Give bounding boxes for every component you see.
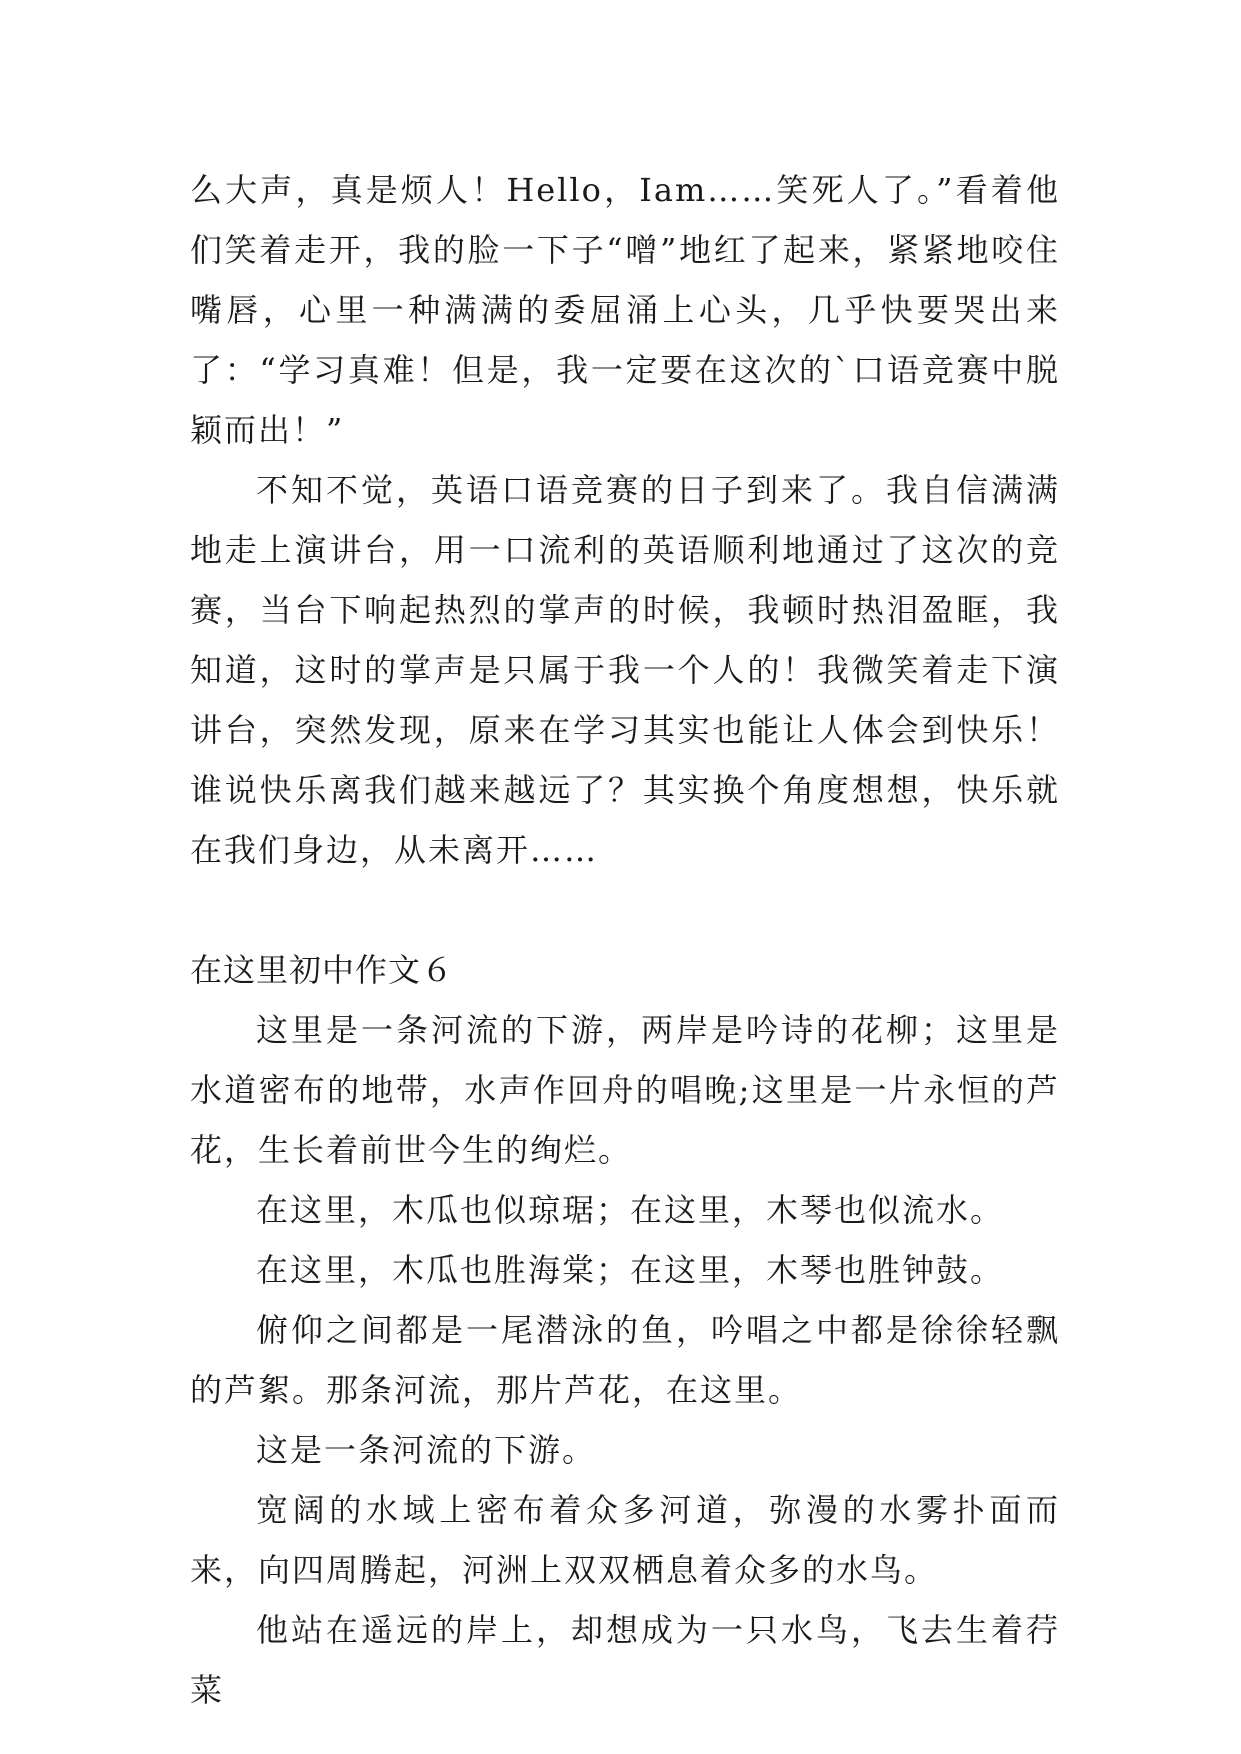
paragraph: 在这里，木瓜也胜海棠；在这里，木琴也胜钟鼓。 <box>256 1251 1005 1289</box>
paragraph: 这里是一条河流的下游，两岸是吟诗的花柳；这里是水道密布的地带，水声作回舟的唱晚;这里是一片永恒的芦花，生长着前世今生的绚烂。 <box>190 1011 1060 1169</box>
paragraph-continued: 么大声，真是烦人！Hello，Iam……笑死人了。”看着他们笑着走开，我的脸一下子“噌”地红了起来，紧紧地咬住嘴唇，心里一种满满的委屈涌上心头，几乎快要哭出来了：“学习真难！但是，我一定要在这次的`口语竞赛中脱颖而出！” <box>190 171 1060 449</box>
document-body <box>190 160 1060 1720</box>
paragraph: 不知不觉，英语口语竞赛的日子到来了。我自信满满地走上演讲台，用一口流利的英语顺利地通过了这次的竞赛，当台下响起热烈的掌声的时候，我顿时热泪盈眶，我知道，这时的掌声是只属于我一个人的！我微笑着走下演讲台，突然发现，原来在学习其实也能让人体会到快乐！谁说快乐离我们越来越远了？其实换个角度想想，快乐就在我们身边，从未离开…… <box>190 471 1060 869</box>
paragraph: 这是一条河流的下游。 <box>256 1431 597 1469</box>
paragraph: 宽阔的水域上密布着众多河道，弥漫的水雾扑面而来，向四周腾起，河洲上双双栖息着众多的水鸟。 <box>190 1491 1060 1589</box>
paragraph: 在这里，木瓜也似琼琚；在这里，木琴也似流水。 <box>256 1191 1005 1229</box>
paragraph: 他站在遥远的岸上，却想成为一只水鸟，飞去生着荇菜 <box>190 1611 1060 1709</box>
paragraph: 俯仰之间都是一尾潜泳的鱼，吟唱之中都是徐徐轻飘的芦絮。那条河流，那片芦花，在这里。 <box>190 1311 1060 1409</box>
section-heading: 在这里初中作文６ <box>190 951 455 989</box>
